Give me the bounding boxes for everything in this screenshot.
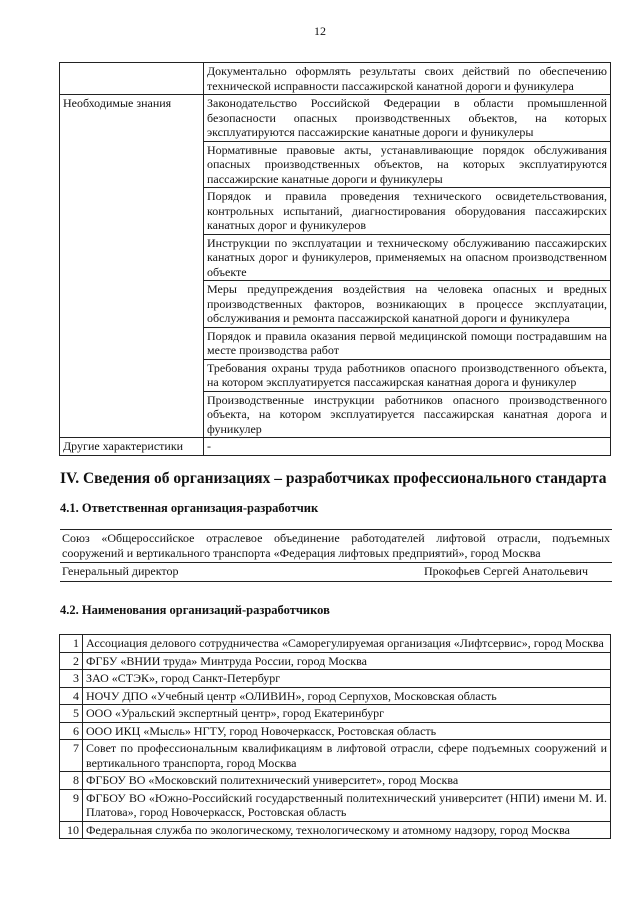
row-text: Нормативные правовые акты, устанавливающие порядок обслуживания опасных производственных объектов, на которых эксплуатируются пассажирские канатные дороги и фуникулеры [204, 141, 611, 188]
row-number: 4 [60, 687, 83, 705]
developer-name: ФГБУ «ВНИИ труда» Минтруда России, город Москва [83, 652, 611, 670]
row-text: Законодательство Российской Федерации в области промышленной безопасности опасных производственных объектов, на которых эксплуатируются пассажирские канатные дороги и фуникулеры [204, 95, 611, 142]
row-number: 9 [60, 789, 83, 821]
developer-name: ООО ИКЦ «Мысль» НГТУ, город Новочеркасск, Ростовская область [83, 722, 611, 740]
director-row [60, 563, 612, 582]
knowledge-table [59, 62, 611, 456]
table-row [60, 772, 611, 790]
row-text: Документально оформлять результаты своих действий по обеспечению технической исправности пассажирской канатной дороги и фуникулера [204, 63, 611, 95]
row-text: Инструкции по эксплуатации и техническому обслуживанию пассажирских канатных дорог и фуникулеров, применяемых на опасном производственном объекте [204, 234, 611, 281]
developer-name: ООО «Уральский экспертный центр», город Екатеринбург [83, 705, 611, 723]
table-row [60, 652, 611, 670]
page-number: 12 [314, 24, 326, 38]
table-row [60, 670, 611, 688]
row-number: 6 [60, 722, 83, 740]
row-text: Порядок и правила оказания первой медицинской помощи пострадавшим на месте производства работ [204, 327, 611, 359]
developers-table [59, 634, 611, 839]
table-row [60, 789, 611, 821]
row-number: 3 [60, 670, 83, 688]
developer-name: Федеральная служба по экологическому, технологическому и атомному надзору, город Москва [83, 821, 611, 839]
table-row [60, 740, 611, 772]
section-heading: IV. Сведения об организациях – разработчиках профессионального стандарта [60, 470, 607, 487]
row-label [60, 63, 204, 95]
responsible-org-block [60, 529, 612, 582]
row-text: - [204, 438, 611, 456]
developer-name: Совет по профессиональным квалификациям в лифтовой отрасли, сфере подъемных сооружений и вертикального транспорта, город Москва [83, 740, 611, 772]
responsible-org-name: Союз «Общероссийское отраслевое объединение работодателей лифтовой отрасли, подъемных сооружений и вертикального транспорта «Федерация лифтовых предприятий», город Москва [60, 529, 612, 563]
row-text: Требования охраны труда работников опасного производственного объекта, на котором эксплуатируется пассажирская канатная дорога и фуникулер [204, 359, 611, 391]
developer-name: ЗАО «СТЭК», город Санкт-Петербург [83, 670, 611, 688]
row-number: 1 [60, 635, 83, 653]
row-label-other-characteristics: Другие характеристики [60, 438, 204, 456]
table-row [60, 687, 611, 705]
table-row [60, 705, 611, 723]
table-row [60, 63, 611, 95]
row-text: Производственные инструкции работников опасного производственного объекта, на котором эксплуатируется пассажирская канатная дорога и фуникулер [204, 391, 611, 438]
row-number: 5 [60, 705, 83, 723]
director-name: Прокофьев Сергей Анатольевич [423, 564, 588, 578]
table-row [60, 821, 611, 839]
row-number: 7 [60, 740, 83, 772]
developer-name: ФГБОУ ВО «Южно-Российский государственный политехнический университет (НПИ) имени М. И. Платова», город Новочеркасск, Ростовская область [83, 789, 611, 821]
developer-name: НОЧУ ДПО «Учебный центр «ОЛИВИН», город Серпухов, Московская область [83, 687, 611, 705]
row-number: 2 [60, 652, 83, 670]
row-text: Порядок и правила проведения технического освидетельствования, контрольных испытаний, диагностирования оборудования пассажирских канатных дорог и фуникулеров [204, 188, 611, 235]
row-number: 8 [60, 772, 83, 790]
developer-name: ФГБОУ ВО «Московский политехнический университет», город Москва [83, 772, 611, 790]
developer-name: Ассоциация делового сотрудничества «Саморегулируемая организация «Лифтсервис», город Москва [83, 635, 611, 653]
subsection-heading-developers: 4.2. Наименования организаций-разработчиков [60, 603, 330, 617]
table-row [60, 722, 611, 740]
row-text: Меры предупреждения воздействия на человека опасных и вредных производственных факторов, возникающих в процессе эксплуатации, обслуживания и ремонта пассажирской канатной дороги и фуникулера [204, 281, 611, 328]
table-row [60, 635, 611, 653]
row-number: 10 [60, 821, 83, 839]
director-role: Генеральный директор [62, 564, 179, 578]
subsection-heading-responsible: 4.1. Ответственная организация-разработчик [60, 501, 319, 515]
table-row [60, 95, 611, 142]
row-label-necessary-knowledge: Необходимые знания [60, 95, 204, 438]
table-row [60, 438, 611, 456]
